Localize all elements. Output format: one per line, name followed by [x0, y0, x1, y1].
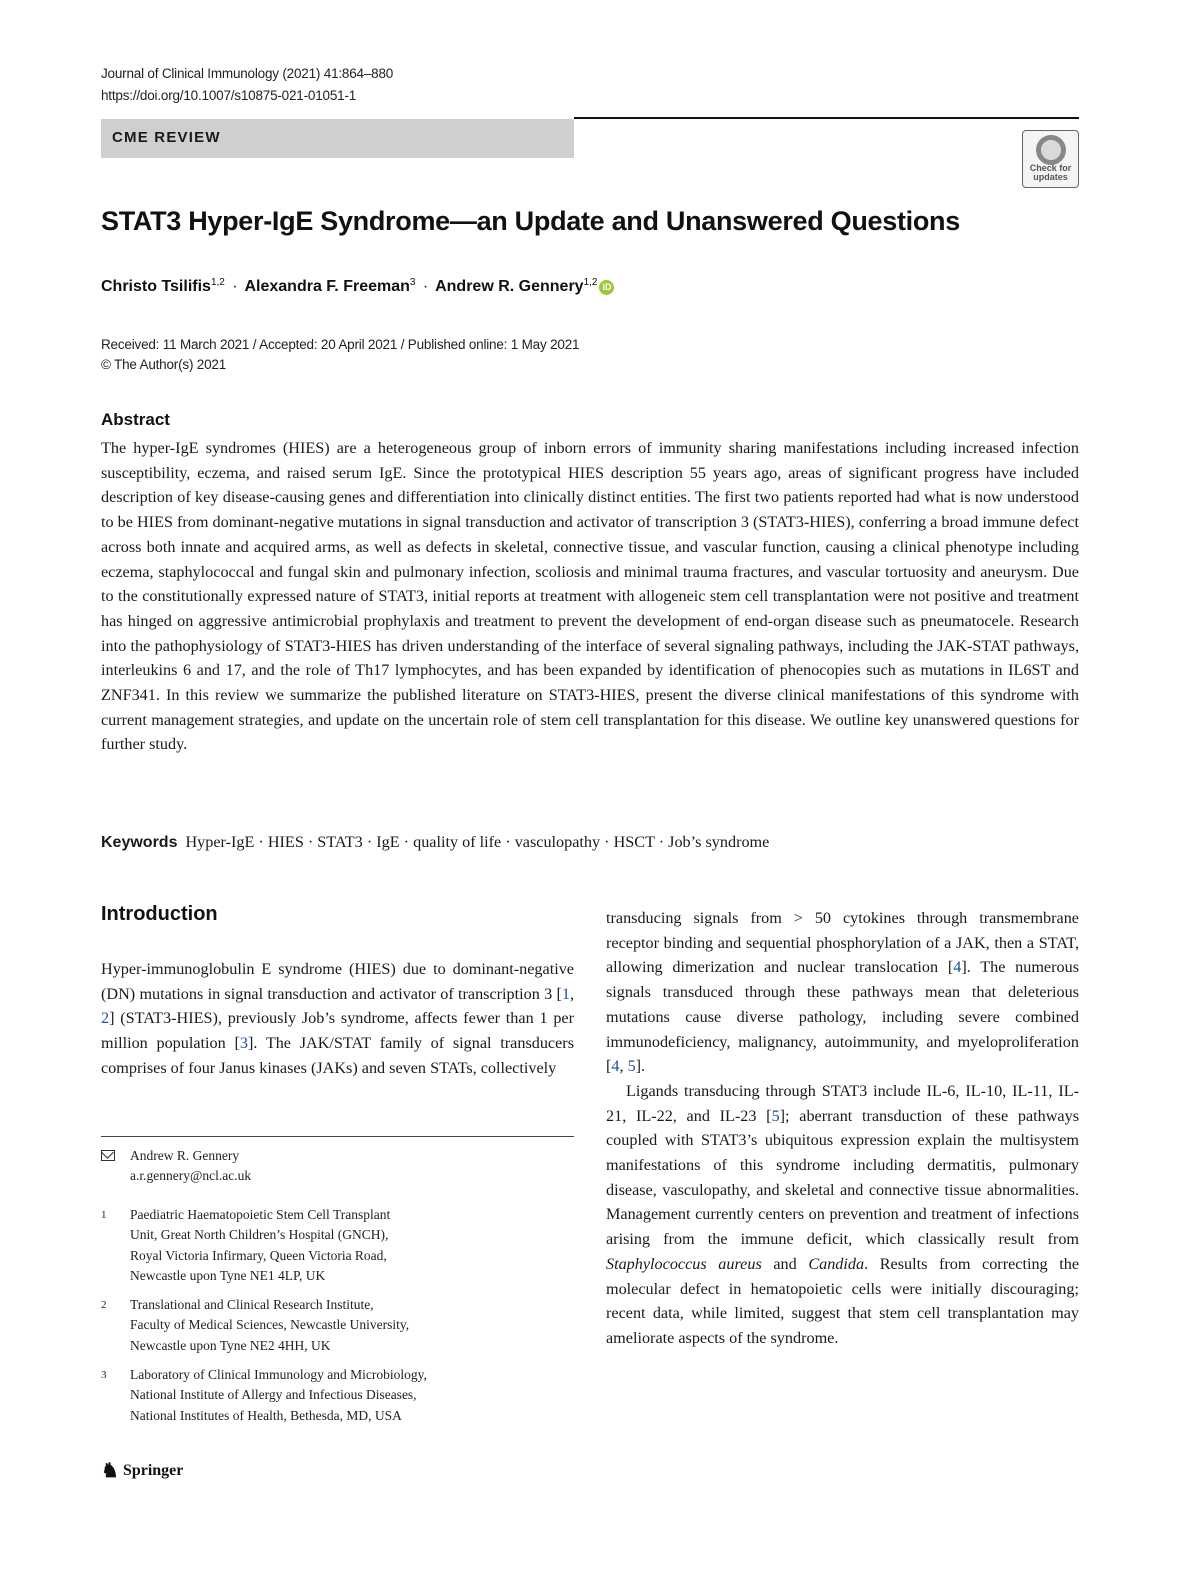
citation-link[interactable]: 4 — [611, 1057, 620, 1076]
introduction-heading: Introduction — [101, 903, 218, 925]
body-text: , — [619, 1057, 628, 1076]
affiliation-line: National Institute of Allergy and Infectious Diseases, — [130, 1387, 417, 1403]
copyright-notice: © The Author(s) 2021 — [101, 357, 227, 372]
affiliation-3 — [101, 1365, 574, 1426]
publisher-name: Springer — [122, 1462, 184, 1479]
body-text: ]. The JAK/STAT family of signal transducers comprises of four Janus kinases (JAKs) and seven STATs, collectively — [101, 1034, 574, 1077]
body-text: and — [761, 1254, 809, 1273]
author-separator: · — [232, 278, 238, 295]
species-name: Staphylococcus aureus — [606, 1254, 762, 1273]
abstract-heading: Abstract — [101, 410, 170, 429]
author-affiliation: 3 — [409, 277, 416, 288]
header-rule — [574, 117, 1079, 119]
keywords-label: Keywords — [101, 834, 178, 851]
author-affiliation: 1,2 — [583, 277, 598, 288]
affiliation-mark: 3 — [101, 1369, 107, 1381]
section-label: CME REVIEW — [112, 129, 221, 146]
affiliation-line: Paediatric Haematopoietic Stem Cell Transplant — [130, 1207, 391, 1222]
author-name[interactable]: Alexandra F. Freeman — [244, 278, 410, 295]
citation-link[interactable]: 2 — [101, 1009, 110, 1028]
body-text: , — [569, 984, 574, 1003]
contact-name: Andrew R. Gennery — [130, 1148, 240, 1163]
affiliation-mark: 2 — [101, 1299, 107, 1311]
footnote-rule — [101, 1136, 574, 1137]
introduction-left-column — [101, 957, 574, 1081]
author-name[interactable]: Andrew R. Gennery — [435, 278, 584, 295]
author-list — [101, 277, 614, 296]
journal-citation: Journal of Clinical Immunology (2021) 41:864–880 — [101, 66, 394, 81]
body-text: ]. — [635, 1057, 646, 1076]
species-name: Candida — [808, 1254, 865, 1273]
author-affiliation: 1,2 — [210, 277, 225, 288]
affiliation-2 — [101, 1295, 574, 1356]
publisher-logo — [101, 1458, 183, 1483]
citation-link[interactable]: 5 — [627, 1057, 636, 1076]
affiliation-line: Royal Victoria Infirmary, Queen Victoria Road, — [130, 1247, 387, 1263]
body-text: ]. The numerous signals transduced through these pathways mean that deleterious mutations cause diverse pathology, including severe combined immunodeficiency, malignancy, autoimmunity, and myeloproliferation [ — [606, 958, 1079, 1076]
affiliation-line: Unit, Great North Children’s Hospital (GNCH), — [130, 1227, 389, 1243]
affiliation-line: Translational and Clinical Research Institute, — [130, 1297, 374, 1312]
doi-link[interactable]: https://doi.org/10.1007/s10875-021-01051-1 — [101, 88, 357, 103]
body-text: ] (STAT3-HIES), previously Job’s syndrome, affects fewer than 1 per million population [ — [101, 1009, 574, 1053]
contact-email[interactable]: a.r.gennery@ncl.ac.uk — [130, 1168, 252, 1184]
body-text: . Results from correcting the molecular defect in hematopoietic cells were initially discouraging; recent data, while limited, suggest that stem cell transplantation may ameliorate aspects of the syndrome. — [606, 1254, 1080, 1347]
keywords-list: Hyper-IgE · HIES · STAT3 · IgE · quality of life · vasculopathy · HSCT · Job’s syndrome — [185, 833, 770, 851]
article-title: STAT3 Hyper-IgE Syndrome—an Update and Unanswered Questions — [101, 206, 960, 236]
affiliation-1 — [101, 1205, 574, 1286]
citation-link[interactable]: 4 — [953, 958, 962, 977]
envelope-icon — [101, 1150, 115, 1161]
check-for-updates-badge[interactable] — [1022, 130, 1079, 188]
orcid-icon[interactable]: iD — [599, 280, 614, 295]
publication-dates: Received: 11 March 2021 / Accepted: 20 April 2021 / Published online: 1 May 2021 — [101, 337, 580, 352]
body-text: Ligands transducing through STAT3 include IL-6, IL-10, IL-11, IL-21, IL-22, and IL-23 [ — [606, 1081, 1079, 1125]
citation-link[interactable]: 1 — [561, 984, 570, 1003]
section-banner — [101, 119, 574, 158]
affiliation-line: Laboratory of Clinical Immunology and Microbiology, — [130, 1367, 427, 1382]
affiliation-line: Faculty of Medical Sciences, Newcastle University, — [130, 1317, 410, 1333]
body-text: transducing signals from > 50 cytokines through transmembrane receptor binding and sequential phosphorylation of a JAK, then a STAT, allowing dimerization and nuclear translocation [ — [606, 909, 1079, 977]
introduction-right-column — [606, 906, 1079, 1351]
keywords — [101, 833, 769, 852]
springer-horse-icon: ♞ — [101, 1460, 119, 1482]
author-separator: · — [422, 278, 429, 295]
affiliation-line: Newcastle upon Tyne NE2 4HH, UK — [130, 1337, 331, 1353]
paragraph — [606, 1079, 1079, 1351]
corresponding-author — [101, 1146, 574, 1187]
paragraph — [606, 906, 1079, 1079]
body-text: ]; aberrant transduction of these pathways coupled with STAT3’s ubiquitous expression explain the multisystem manifestations of this syndrome including dermatitis, pulmonary disease, vasculopathy, and skeletal and connective tissue abnormalities. Management currently centers on prevention and treatment of infections arising from the immune deficit, which classically result from — [606, 1106, 1079, 1249]
affiliation-line: Newcastle upon Tyne NE1 4LP, UK — [130, 1267, 326, 1283]
affiliation-line: National Institutes of Health, Bethesda, MD, USA — [130, 1407, 402, 1423]
citation-link[interactable]: 5 — [771, 1106, 780, 1125]
affiliation-mark: 1 — [101, 1209, 107, 1221]
citation-link[interactable]: 3 — [239, 1034, 248, 1053]
author-name[interactable]: Christo Tsilifis — [101, 278, 211, 295]
check-updates-icon — [1036, 135, 1066, 165]
check-updates-label: Check for updates — [1029, 163, 1072, 182]
abstract-text: The hyper-IgE syndromes (HIES) are a heterogeneous group of inborn errors of immunity sharing manifestations including increased infection susceptibility, eczema, and raised serum IgE. Since the prototypical HIES description 55 years ago, areas of significant progress have included description of key disease-causing genes and differentiation into clinically distinct entities. The first two patients reported had what is now understood to be HIES from dominant-negative mutations in signal transduction and activator of transcription 3 (STAT3-HIES), conferring a broad immune defect across both innate and acquired arms, as well as defects in skeletal, connective tissue, and vascular function, causing a clinical phenotype including eczema, staphylococcal and fungal skin and pulmonary infection, scoliosis and minimal trauma fractures, and vascular tortuosity and aneurysm. Due to the constitutionally expressed nature of STAT3, initial reports at treatment with allogeneic stem cell transplantation were not positive and treatment has hinged on aggressive antimicrobial prophylaxis and treatment to prevent the development of end-organ disease such as pneumatocele. Research into the pathophysiology of STAT3-HIES has driven understanding of the interface of several signaling pathways, including the JAK-STAT pathways, interleukins 6 and 17, and the role of Th17 lymphocytes, and has been expanded by identification of phenocopies such as mutations in IL6ST and ZNF341. In this review we summarize the published literature on STAT3-HIES, present the diverse clinical manifestations of this syndrome with current management strategies, and update on the uncertain role of stem cell transplantation for this disease. We outline key unanswered questions for further study. — [101, 439, 1079, 754]
body-text: Hyper-immunoglobulin E syndrome (HIES) due to dominant-negative (DN) mutations in signal transduction and activator of transcription 3 [ — [101, 960, 574, 1003]
